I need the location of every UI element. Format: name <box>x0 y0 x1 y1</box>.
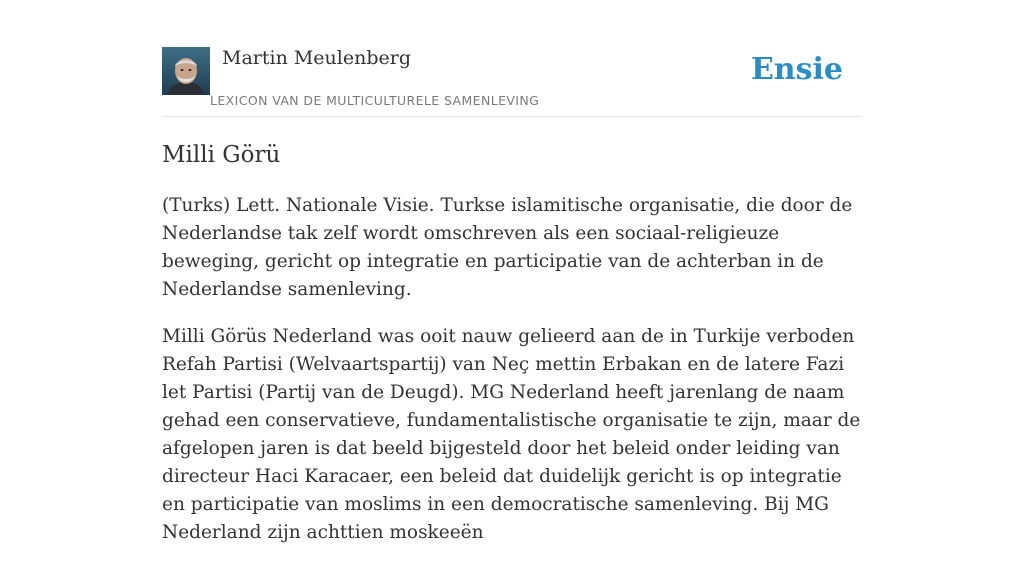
author-avatar-icon <box>162 47 210 95</box>
paragraph: (Turks) Lett. Nationale Visie. Turkse islamitische organisatie, die door de Nederlandse tak zelf wordt omschreven als een sociaal-religieuze beweging, gericht op integratie en participatie van de achterban in de Nederlandse samenleving. <box>162 195 853 300</box>
paragraph: Milli Görüs Nederland was ooit nauw gelieerd aan de in Turkije verboden Refah Partisi (Welvaartspartij) van Neç mettin Erbakan en de latere Fazi let Partisi (Partij van de Deugd). MG Nederland heeft jarenlang de naam gehad een conservatieve, fundamentalistische organisatie te zijn, maar de afgelopen jaren is dat beeld bijgesteld door het beleid onder leiding van directeur Haci Karacaer, een beleid dat duidelijk gericht is op integratie en participatie van moslims in een democratische samenleving. Bij MG Nederland zijn achttien moskeeën <box>162 326 861 543</box>
lexicon-subtitle[interactable]: LEXICON VAN DE MULTICULTURELE SAMENLEVING <box>210 93 540 108</box>
page-title: Milli Görü <box>162 142 281 168</box>
header <box>162 46 862 117</box>
avatar[interactable] <box>162 47 210 95</box>
article-body <box>162 192 866 566</box>
author-name[interactable]: Martin Meulenberg <box>222 47 411 69</box>
brand-logo[interactable]: Ensie <box>750 52 843 87</box>
